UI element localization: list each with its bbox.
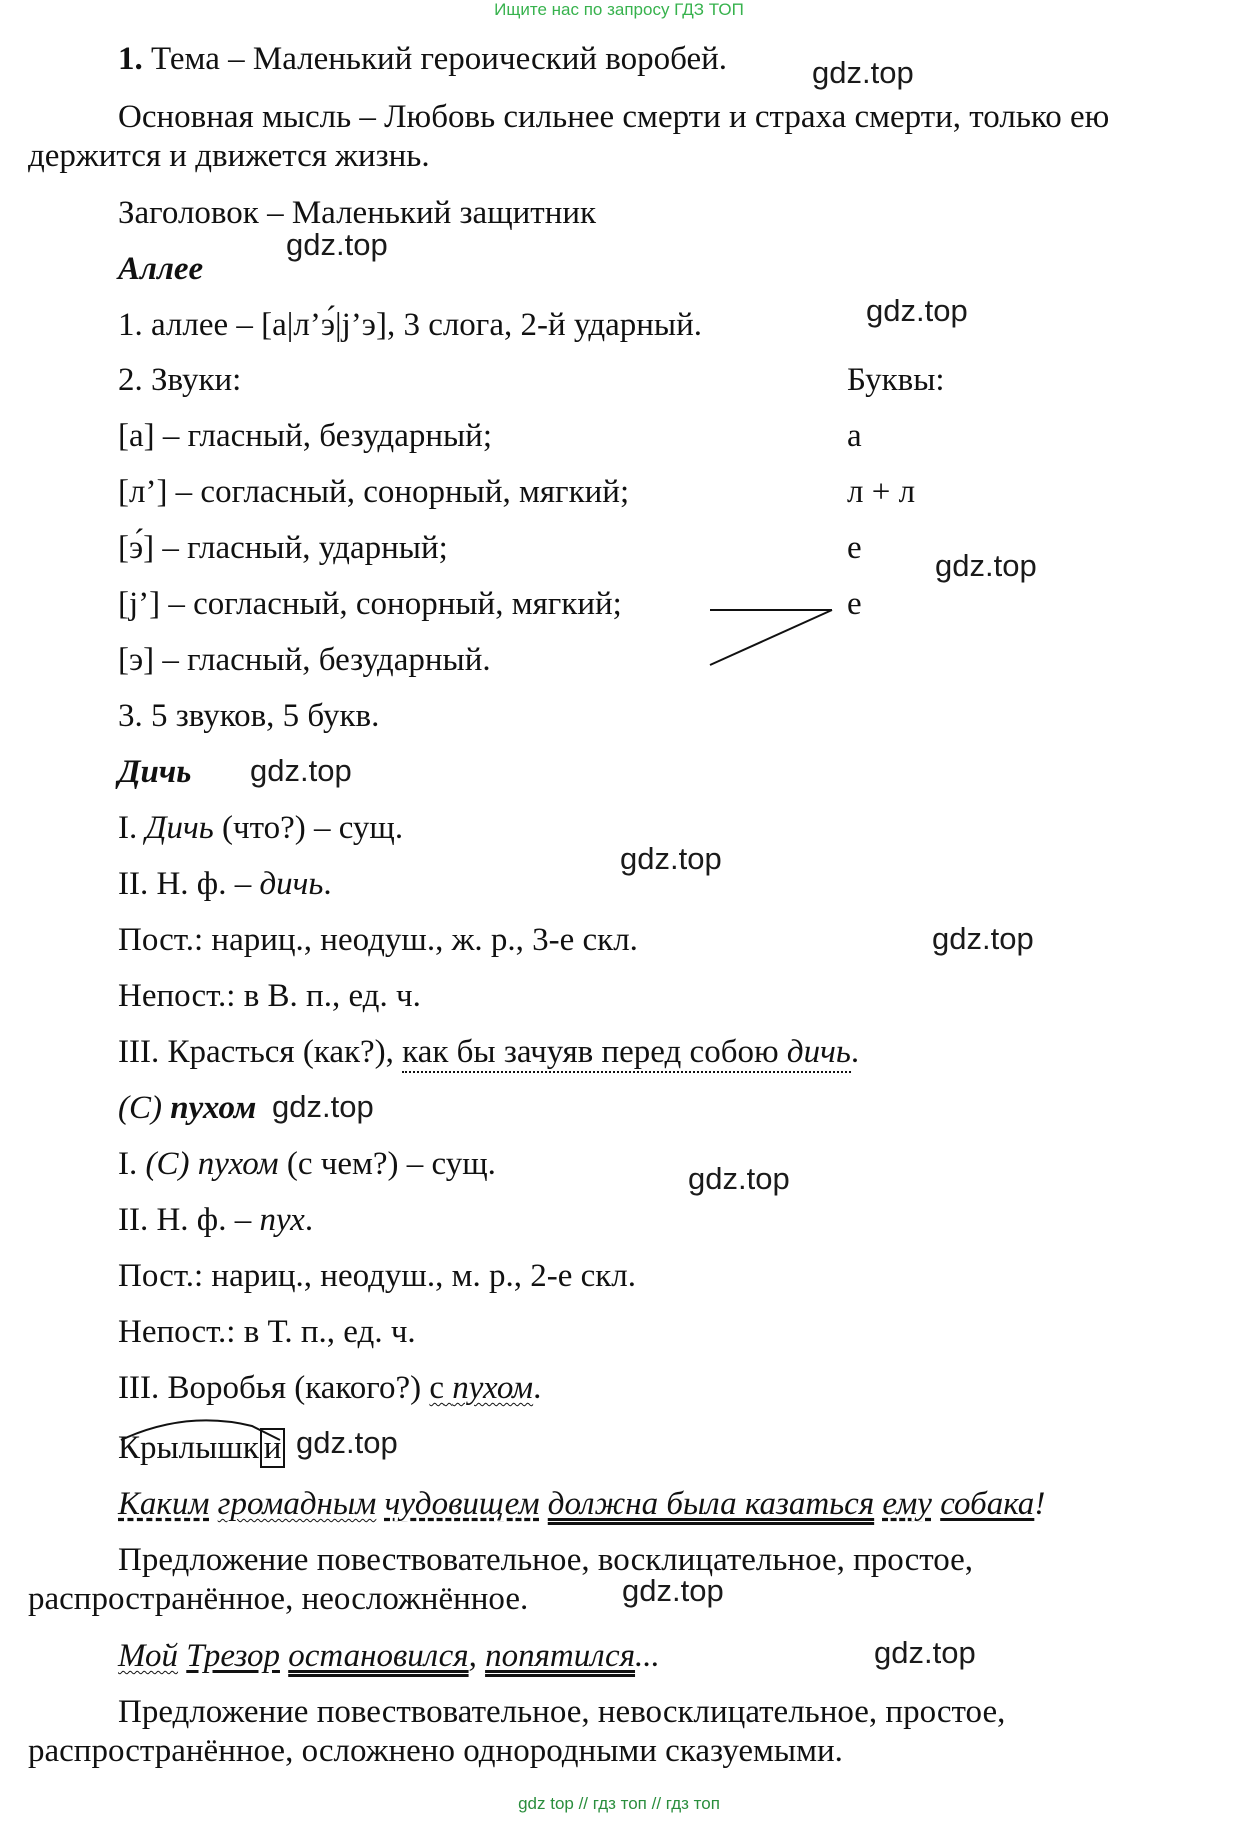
sounds-label: 2. Звуки: bbox=[118, 362, 242, 398]
watermark: gdz.top bbox=[622, 1573, 724, 1608]
allee-transcription: 1. аллее – [а|л’э́|j’э], 3 слога, 2-й ударный. bbox=[118, 307, 702, 343]
stem-arc bbox=[118, 1416, 290, 1442]
attribute-word: Мой bbox=[118, 1638, 179, 1674]
connector-line-diagonal bbox=[710, 610, 832, 665]
preposition: (С) bbox=[145, 1146, 190, 1182]
letter-cell: а bbox=[847, 418, 862, 454]
ellipsis: ... bbox=[635, 1638, 660, 1674]
dich-line2 bbox=[118, 865, 332, 905]
bottom-banner[interactable]: gdz top // гдз топ // гдз топ bbox=[518, 1794, 720, 1813]
root-arc-icon bbox=[121, 1420, 280, 1440]
initial-form-word: пух bbox=[259, 1202, 305, 1238]
heading-word: пухом bbox=[170, 1090, 257, 1126]
word: пухом bbox=[452, 1370, 534, 1406]
adverbial-phrase bbox=[402, 1034, 851, 1073]
sentence1-desc-line1: Предложение повествовательное, восклицательное, простое, bbox=[118, 1542, 974, 1578]
exclamation-mark: ! bbox=[1034, 1486, 1046, 1522]
subject-word: собака bbox=[940, 1486, 1035, 1522]
watermark: gdz.top bbox=[932, 921, 1034, 956]
roman-numeral: I. bbox=[118, 810, 138, 846]
object-word: ему bbox=[882, 1486, 932, 1522]
period: . bbox=[850, 1034, 860, 1070]
pukhom-line5 bbox=[118, 1369, 541, 1409]
watermark: gdz.top bbox=[812, 55, 914, 90]
dich-constant-features: Пост.: нариц., неодуш., ж. р., 3-е скл. bbox=[118, 922, 638, 958]
period: . bbox=[304, 1202, 314, 1238]
allee-heading: Аллее bbox=[118, 251, 204, 287]
letters-label: Буквы: bbox=[847, 362, 945, 398]
letter-cell: е bbox=[847, 530, 862, 566]
preposition: с bbox=[429, 1370, 445, 1406]
sentence2-desc-line1: Предложение повествовательное, невосклицательное, простое, bbox=[118, 1694, 1006, 1730]
sound-letter-connector bbox=[700, 595, 840, 675]
watermark: gdz.top bbox=[874, 1635, 976, 1670]
dich-line1 bbox=[118, 809, 403, 849]
initial-form-label: II. Н. ф. – bbox=[118, 866, 252, 902]
phrase-word: дичь bbox=[786, 1034, 851, 1070]
dich-line5 bbox=[118, 1033, 859, 1073]
letter-cell: е bbox=[847, 586, 862, 622]
attribute-word: громадным bbox=[217, 1486, 377, 1522]
word: пухом bbox=[197, 1146, 279, 1182]
allee-count: 3. 5 звуков, 5 букв. bbox=[118, 698, 380, 734]
theme-text: Тема – Маленький героический воробей. bbox=[151, 41, 728, 77]
subject-word: Трезор bbox=[186, 1638, 280, 1674]
watermark: gdz.top bbox=[866, 293, 968, 328]
task-number: 1. bbox=[118, 41, 143, 77]
syntax-role-label: III. Воробья (какого?) bbox=[118, 1370, 422, 1406]
dich-question: (что?) – сущ. bbox=[222, 810, 404, 846]
title-line: Заголовок – Маленький защитник bbox=[118, 195, 597, 231]
sentence1-desc-line2: распространённое, неосложнённое. bbox=[28, 1581, 529, 1617]
object-word: чудовищем bbox=[384, 1486, 540, 1522]
watermark: gdz.top bbox=[620, 841, 722, 876]
predicate-word: попятился bbox=[485, 1638, 636, 1674]
pukhom-variable-features: Непост.: в Т. п., ед. ч. bbox=[118, 1314, 416, 1350]
sound-row: [э] – гласный, безударный. bbox=[118, 642, 491, 678]
question: (с чем?) – сущ. bbox=[286, 1146, 496, 1182]
dich-word: Дичь bbox=[145, 810, 214, 846]
attribute-phrase bbox=[429, 1370, 533, 1406]
pukhom-line2 bbox=[118, 1201, 313, 1241]
watermark: gdz.top bbox=[286, 227, 388, 262]
sound-row: [э́] – гласный, ударный; bbox=[118, 530, 448, 566]
main-idea-line1: Основная мысль – Любовь сильнее смерти и страха смерти, только ею bbox=[118, 99, 1110, 135]
root-stem: Крылышк bbox=[118, 1430, 259, 1466]
watermark: gdz.top bbox=[250, 753, 352, 788]
letter-cell: л + л bbox=[847, 474, 916, 510]
period: . bbox=[323, 866, 332, 902]
sentence1 bbox=[118, 1485, 1045, 1525]
sentence2 bbox=[118, 1637, 660, 1677]
roman-numeral: I. bbox=[118, 1146, 138, 1182]
comma: , bbox=[468, 1638, 477, 1674]
watermark: gdz.top bbox=[935, 548, 1037, 583]
predicate-word: остановился bbox=[288, 1638, 469, 1674]
theme-line bbox=[118, 40, 727, 80]
initial-form-label: II. Н. ф. – bbox=[118, 1202, 252, 1238]
period: . bbox=[533, 1370, 542, 1406]
attribute-word: Каким bbox=[118, 1486, 210, 1522]
predicate-phrase: должна была казаться bbox=[547, 1486, 875, 1522]
sound-row: [j’] – согласный, сонорный, мягкий; bbox=[118, 586, 622, 622]
watermark: gdz.top bbox=[688, 1161, 790, 1196]
pukhom-heading bbox=[118, 1089, 256, 1129]
preposition: (С) bbox=[118, 1090, 162, 1126]
top-banner[interactable]: Ищите нас по запросу ГДЗ ТОП bbox=[494, 0, 744, 19]
pukhom-line1 bbox=[118, 1145, 496, 1185]
sound-row: [а] – гласный, безударный; bbox=[118, 418, 493, 454]
pukhom-constant-features: Пост.: нариц., неодуш., м. р., 2-е скл. bbox=[118, 1258, 637, 1294]
syntax-role-label: III. Красться (как?), bbox=[118, 1034, 394, 1070]
dich-heading: Дичь bbox=[118, 754, 192, 790]
ending-box: и bbox=[260, 1428, 286, 1468]
sentence2-desc-line2: распространённое, осложнено однородными сказуемыми. bbox=[28, 1733, 843, 1769]
sound-row: [л’] – согласный, сонорный, мягкий; bbox=[118, 474, 630, 510]
watermark: gdz.top bbox=[296, 1425, 398, 1460]
initial-form-word: дичь bbox=[259, 866, 324, 902]
phrase-text: как бы зачуяв перед собою bbox=[402, 1034, 779, 1070]
main-idea-line2: держится и движется жизнь. bbox=[28, 138, 430, 174]
watermark: gdz.top bbox=[272, 1089, 374, 1124]
dich-variable-features: Непост.: в В. п., ед. ч. bbox=[118, 978, 421, 1014]
